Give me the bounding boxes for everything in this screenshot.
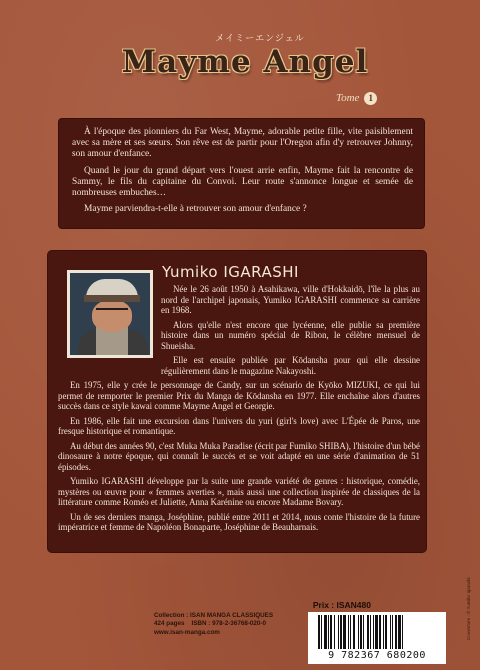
barcode-bar <box>383 615 384 649</box>
barcode-bar <box>353 615 355 649</box>
barcode-bar <box>363 615 364 649</box>
barcode-bar <box>350 615 351 649</box>
barcode-bar <box>395 615 397 649</box>
barcode-bars <box>318 615 436 649</box>
side-credit: Couverture : © Yumiko Igarashi <box>466 577 471 640</box>
tome-number: 1 <box>364 92 377 105</box>
page-count: 424 pages <box>154 620 185 628</box>
barcode-bar <box>338 615 339 649</box>
barcode-bar <box>318 615 320 649</box>
price: Prix : ISAN480 <box>312 600 371 610</box>
bio-paragraph-8: Un de ses derniers manga, Joséphine, publié entre 2011 et 2014, nous conte l'histoire de la future impératrice et femme de Napoléon Bonaparte, Joséphine de Beauharnais. <box>58 511 420 532</box>
collection-line: Collection : ISAN MANGA CLASSIQUES <box>154 612 274 619</box>
barcode-bar <box>324 615 327 649</box>
barcode-bar <box>402 615 403 649</box>
bio-paragraph-7: Yumiko IGARASHI développe par la suite une grande variété de genres : historique, comédie, mystères ou œuvre pour « femmes averties », mais aussi une collection inspirée de classiques de la littérature comme Roméo et Juliette, Anna Karénine ou encore Madame Bovary. <box>58 476 420 507</box>
barcode-bar <box>390 615 391 649</box>
bio-paragraph-1: Née le 26 août 1950 à Asahikawa, ville d'Hokkaidō, l'île la plus au nord de l'archipel japonais, Yumiko IGARASHI commence sa carrière en 1968. <box>161 284 420 315</box>
barcode-bar <box>379 615 381 649</box>
tome-text: Tome <box>336 92 360 104</box>
isbn: ISBN : 978-2-36768-020-0 <box>191 620 267 628</box>
author-bio-text <box>58 284 420 537</box>
barcode-bar <box>398 615 401 649</box>
bio-paragraph-2: Alors qu'elle n'est encore que lycéenne, elle publie sa première histoire dans un numéro spécial de Ribon, le célèbre mensuel de Shueisha. <box>161 319 420 351</box>
barcode <box>308 612 446 664</box>
tome-label <box>336 92 377 105</box>
barcode-bar <box>392 615 393 649</box>
barcode-bar <box>330 615 332 649</box>
bio-paragraph-6: Au début des années 90, c'est Muka Muka Paradise (écrit par Fumiko SHIBA), l'histoire d'un bébé dinosaure à notre époque, qui connaît le succès et se voit adapté en une série d'animation de 51 épisodes. <box>58 440 420 472</box>
pages-isbn-line <box>154 620 304 628</box>
barcode-bar <box>348 615 349 649</box>
barcode-digits: 9 782367 680200 <box>328 650 426 661</box>
barcode-bar <box>358 615 359 649</box>
barcode-bar <box>385 615 387 649</box>
bio-paragraph-5: En 1986, elle fait une excursion dans l'univers du yuri (girl's love) avec L'Épée de Paros, une fresque historique et romantique. <box>58 415 420 436</box>
website: www.isan-manga.com <box>154 628 220 636</box>
barcode-bar <box>340 615 342 649</box>
synopsis-paragraph-2: Quand le jour du grand départ vers l'ouest arrie enfin, Mayme fait la rencontre de Sammy, le fils du capitaine du Convoi. Leur route s'annonce longue et semée de nombreuses embuches… <box>72 165 413 199</box>
synopsis-paragraph-1: À l'époque des pionniers du Far West, Mayme, adorable petite fille, vite paisiblement avec sa mère et ses sœurs. Son rêve est de partir pour l'Oregon afin d'y retrouver Johnny, son amour d'enfance. <box>72 127 413 160</box>
bio-paragraph-3: Elle est ensuite publiée par Kōdansha pour qui elle dessine régulièrement dans le magazine Nakayoshi. <box>161 355 420 376</box>
barcode-bar <box>375 615 378 649</box>
barcode-bar <box>367 615 369 649</box>
barcode-bar <box>373 615 374 649</box>
barcode-bar <box>360 615 362 649</box>
synopsis-paragraph-3: Mayme parviendra-t-elle à retrouver son amour d'enfance ? <box>84 204 307 215</box>
japanese-title: メイミーエンジェル <box>215 34 305 44</box>
bio-paragraph-4: En 1975, elle y crée le personnage de Candy, sur un scénario de Kyōko MIZUKI, ce qui lui permet de remporter le premier Prix du Manga de Kōdansha en 1977. Elle enchaîne alors d'autres succès dans ce style kawai comme Mayme Angel et Georgie. <box>58 380 420 411</box>
colophon <box>154 612 304 637</box>
synopsis-box <box>58 118 425 229</box>
author-name: Yumiko IGARASHI <box>162 263 299 281</box>
barcode-bar <box>328 615 329 649</box>
barcode-bar <box>370 615 371 649</box>
barcode-bar <box>321 615 322 649</box>
barcode-bar <box>334 615 335 649</box>
barcode-bar <box>343 615 346 649</box>
series-logo: Mayme Angel <box>121 44 369 80</box>
